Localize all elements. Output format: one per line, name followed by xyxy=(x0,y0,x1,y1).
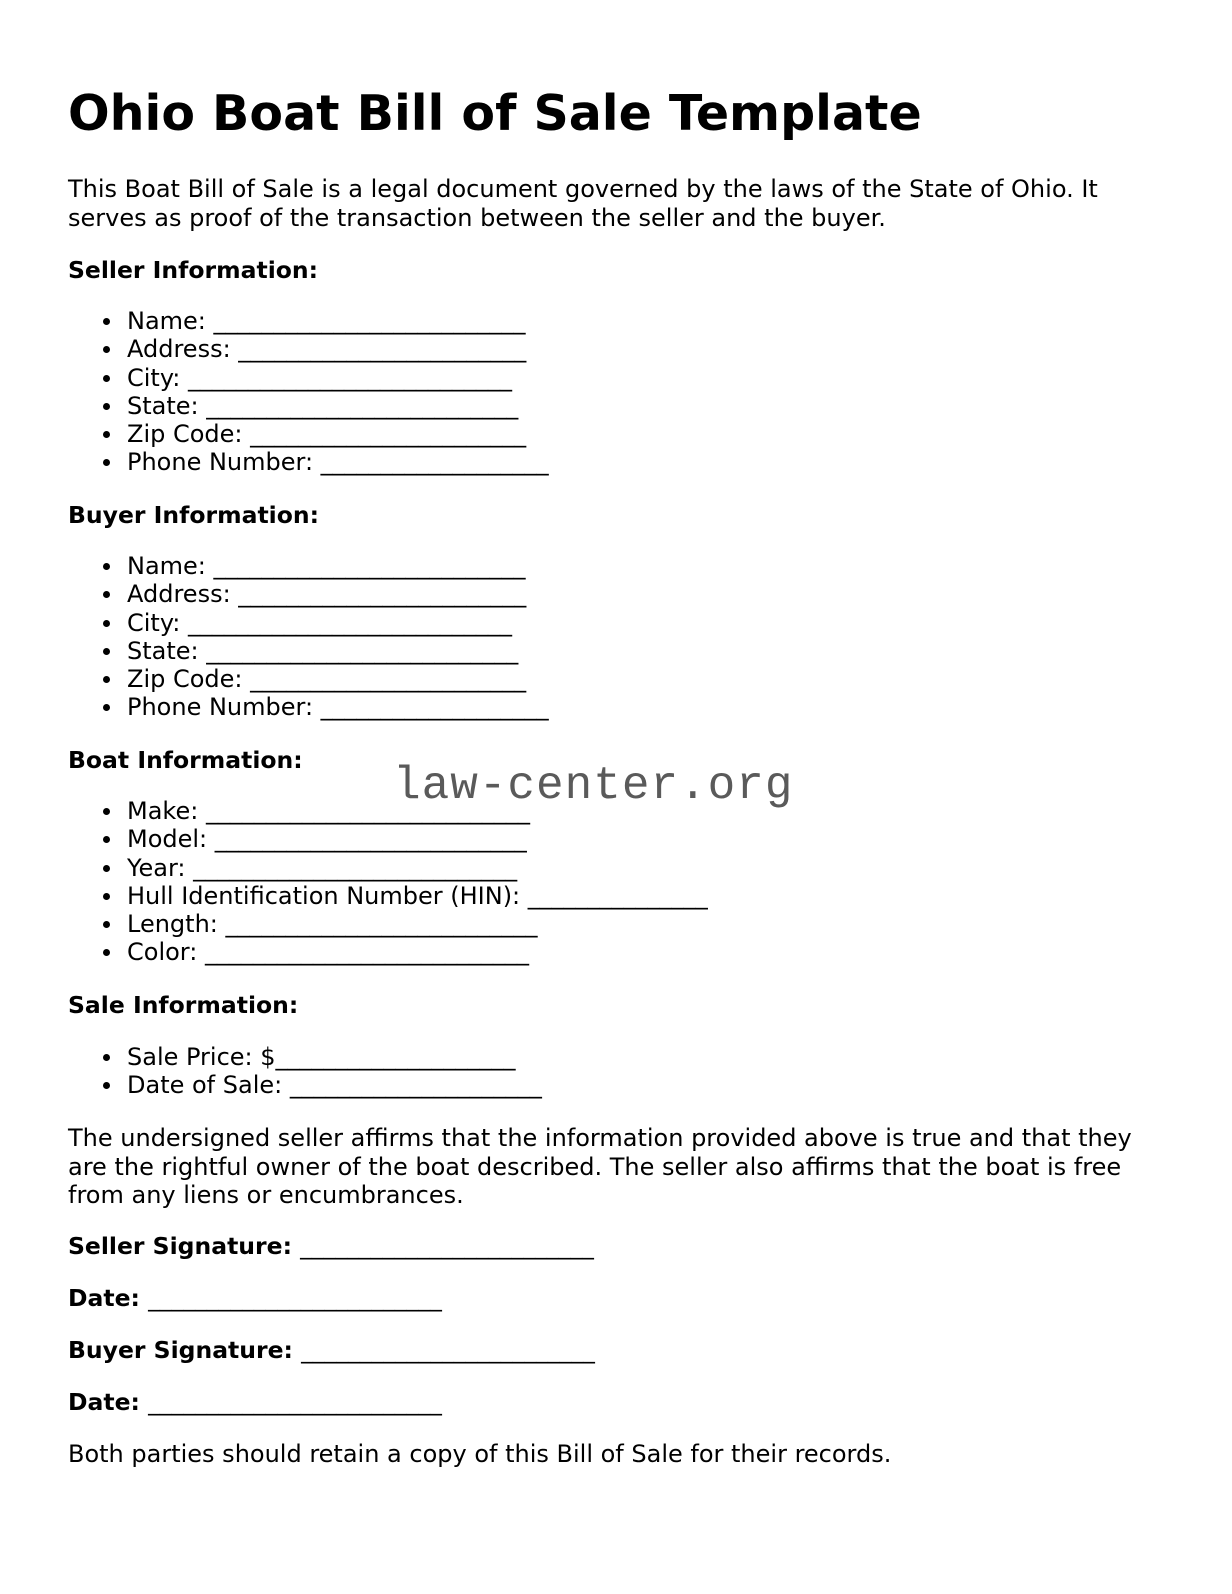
seller-signature-line xyxy=(68,1232,594,1260)
boat-color-field: Color: ___________________________ xyxy=(68,938,708,966)
seller-signature-blank: _________________________ xyxy=(300,1232,594,1260)
buyer-city-field: City: ___________________________ xyxy=(68,609,549,637)
seller-signature-label: Seller Signature: xyxy=(68,1232,292,1260)
buyer-date-line xyxy=(68,1388,442,1416)
boat-heading: Boat Information: xyxy=(68,746,303,774)
seller-date-blank: _________________________ xyxy=(148,1284,442,1312)
seller-state-field: State: __________________________ xyxy=(68,392,549,420)
seller-phone-field: Phone Number: ___________________ xyxy=(68,448,549,476)
seller-zip-field: Zip Code: _______________________ xyxy=(68,420,549,448)
seller-info-list xyxy=(68,307,549,477)
page-title: Ohio Boat Bill of Sale Template xyxy=(68,85,922,142)
seller-date-label: Date: xyxy=(68,1284,140,1312)
sale-info-list xyxy=(68,1043,542,1100)
buyer-info-list xyxy=(68,552,549,722)
buyer-signature-line xyxy=(68,1336,595,1364)
seller-date-line xyxy=(68,1284,442,1312)
seller-name-field: Name: __________________________ xyxy=(68,307,549,335)
buyer-state-field: State: __________________________ xyxy=(68,637,549,665)
closing-paragraph: Both parties should retain a copy of this Bill of Sale for their records. xyxy=(68,1440,892,1468)
buyer-address-field: Address: ________________________ xyxy=(68,580,549,608)
buyer-heading: Buyer Information: xyxy=(68,501,320,529)
buyer-date-blank: _________________________ xyxy=(148,1388,442,1416)
sale-heading: Sale Information: xyxy=(68,991,299,1019)
buyer-name-field: Name: __________________________ xyxy=(68,552,549,580)
boat-year-field: Year: ___________________________ xyxy=(68,854,708,882)
buyer-date-label: Date: xyxy=(68,1388,140,1416)
buyer-signature-blank: _________________________ xyxy=(301,1336,595,1364)
boat-model-field: Model: __________________________ xyxy=(68,825,708,853)
boat-info-list xyxy=(68,797,708,967)
sale-date-field: Date of Sale: _____________________ xyxy=(68,1071,542,1099)
seller-city-field: City: ___________________________ xyxy=(68,364,549,392)
affirmation-paragraph: The undersigned seller affirms that the information provided above is true and that they are the rightful owner of the boat described. The seller also affirms that the boat is free from any liens or encumbrances. xyxy=(68,1124,1132,1209)
intro-paragraph: This Boat Bill of Sale is a legal document governed by the laws of the State of Ohio. It serves as proof of the transaction between the seller and the buyer. xyxy=(68,175,1098,232)
boat-length-field: Length: __________________________ xyxy=(68,910,708,938)
watermark-text: law-center.org xyxy=(393,760,794,812)
boat-make-field: Make: ___________________________ xyxy=(68,797,708,825)
boat-hin-field: Hull Identification Number (HIN): _______________ xyxy=(68,882,708,910)
seller-heading: Seller Information: xyxy=(68,256,319,284)
buyer-phone-field: Phone Number: ___________________ xyxy=(68,693,549,721)
sale-price-field: Sale Price: $____________________ xyxy=(68,1043,542,1071)
buyer-zip-field: Zip Code: _______________________ xyxy=(68,665,549,693)
buyer-signature-label: Buyer Signature: xyxy=(68,1336,293,1364)
seller-address-field: Address: ________________________ xyxy=(68,335,549,363)
